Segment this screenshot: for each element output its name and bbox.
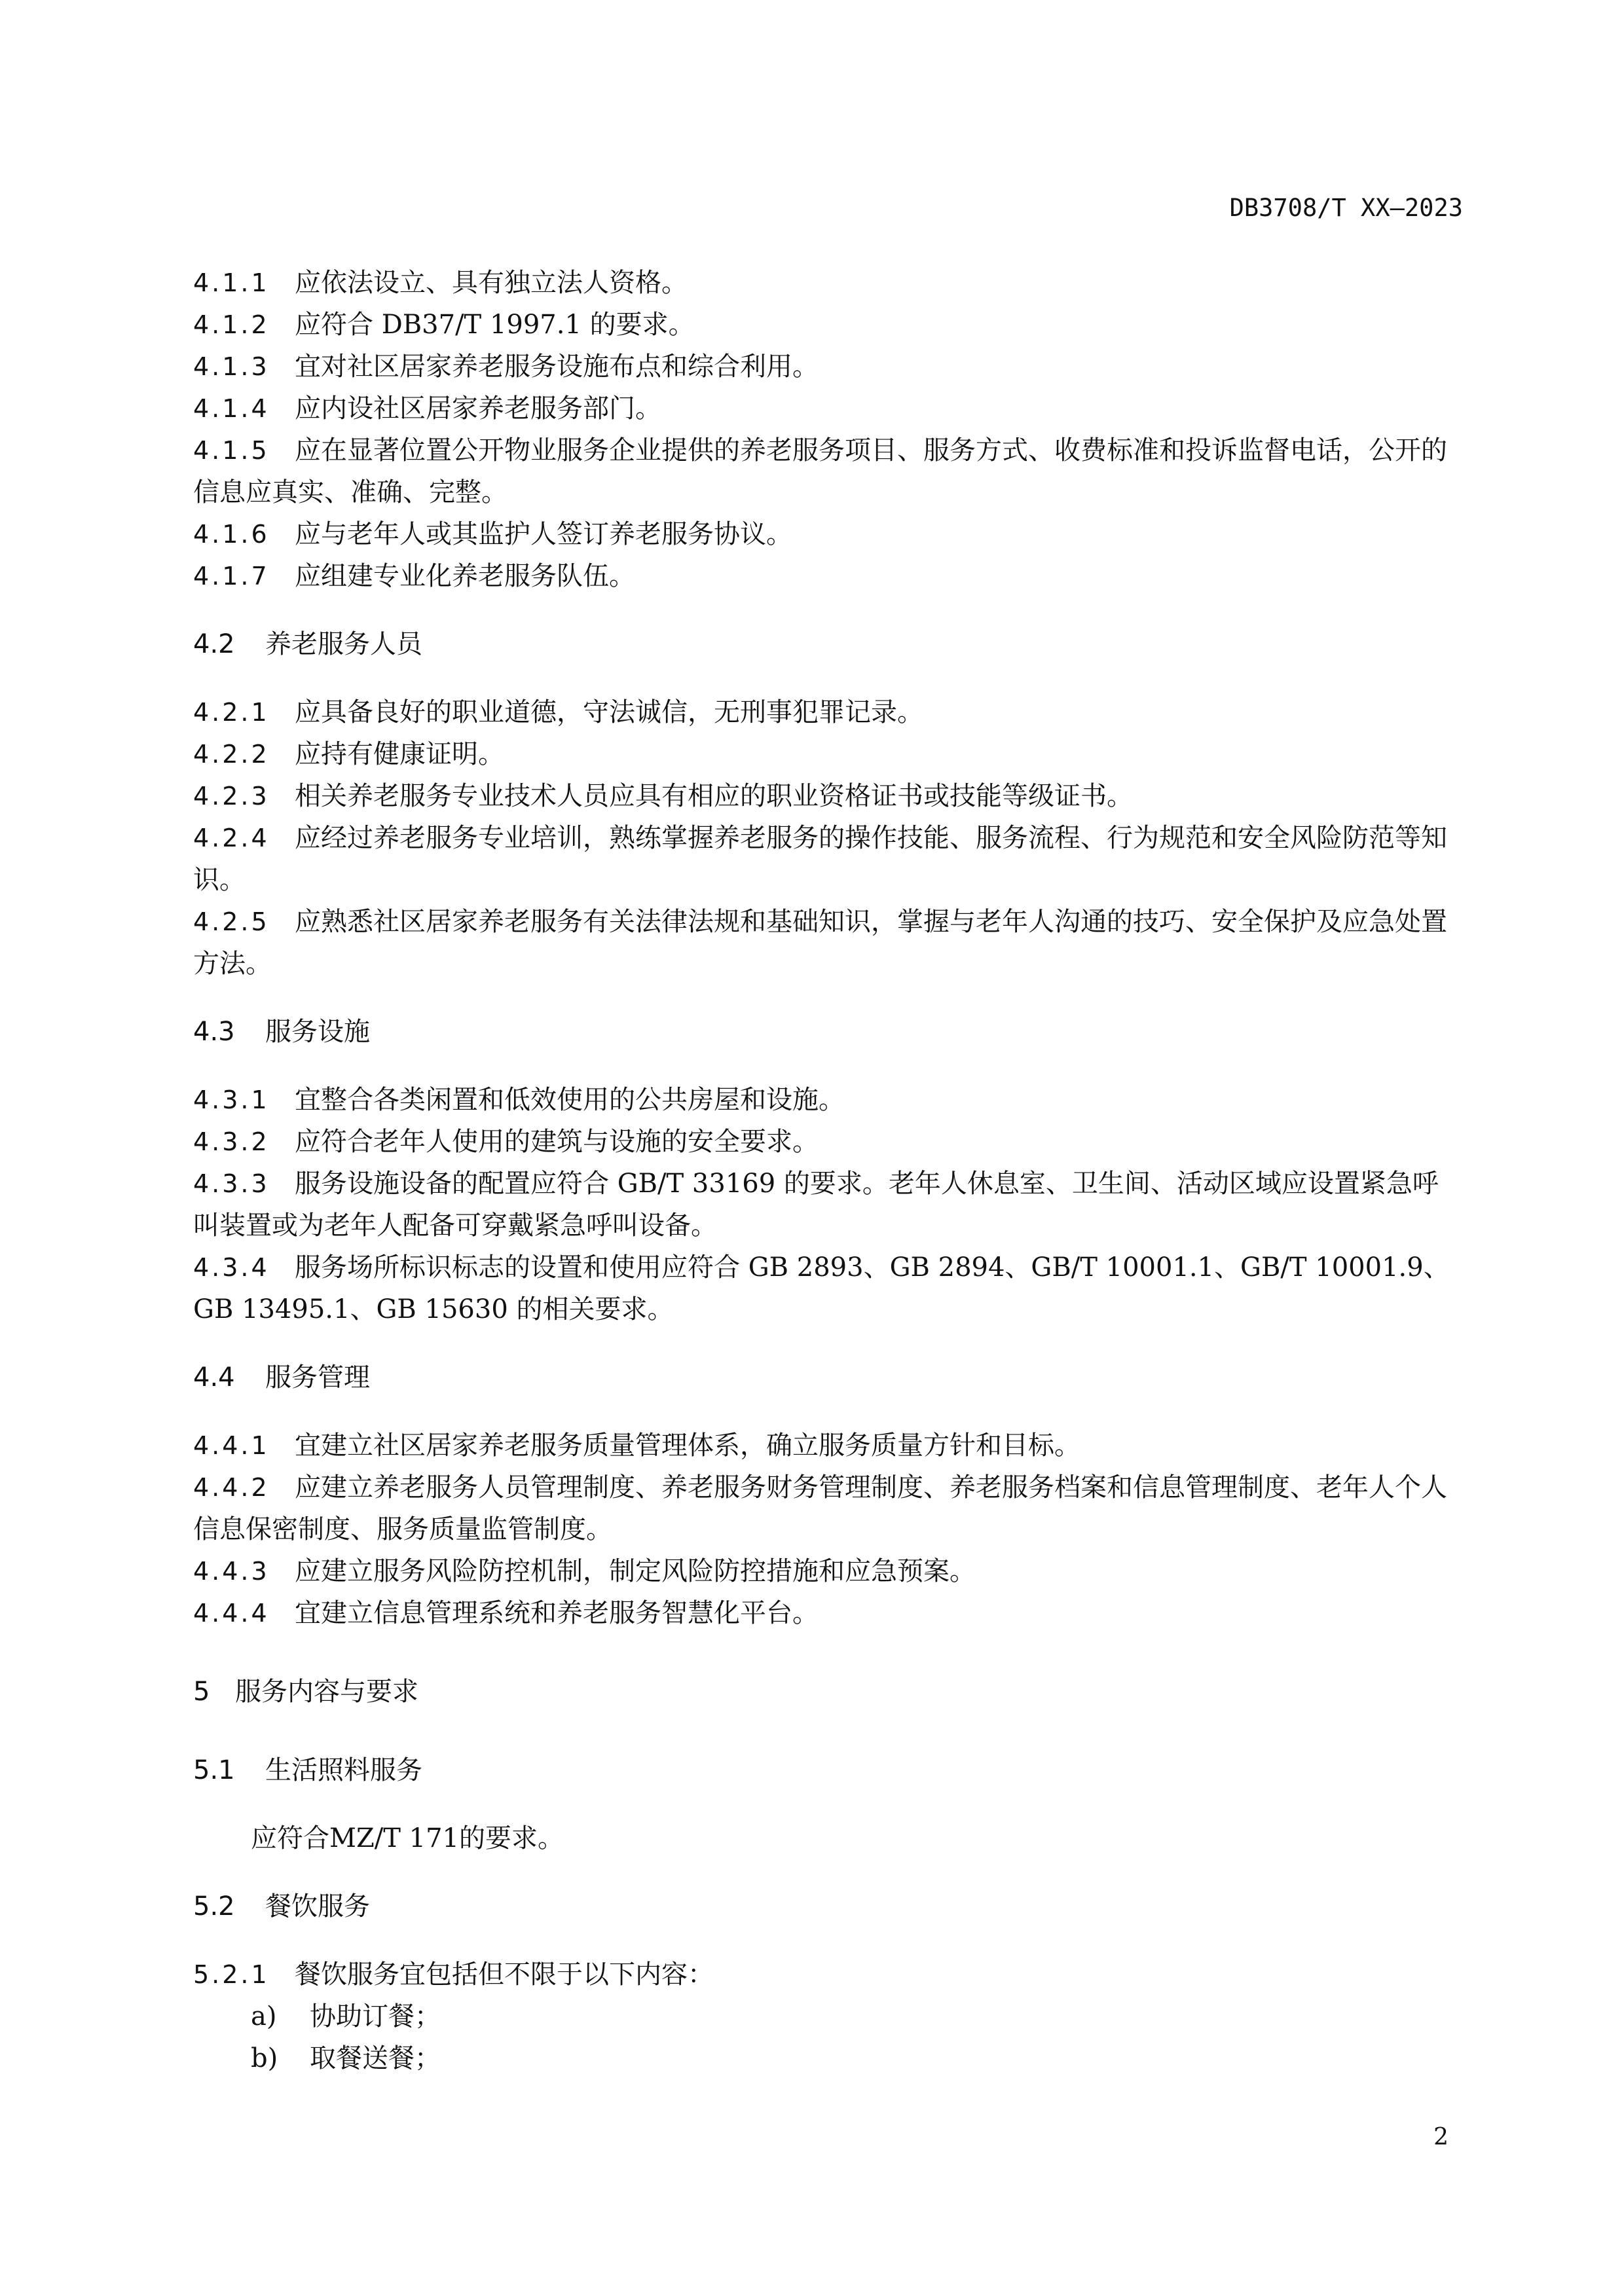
- document-code: DB3708/T XX—2023: [1229, 194, 1463, 222]
- clause-4-4-4: 4.4.4 宜建立信息管理系统和养老服务智慧化平台。: [193, 1598, 819, 1628]
- list-item-a: a) 协助订餐；: [251, 2001, 441, 2032]
- page-number: 2: [1433, 2124, 1449, 2151]
- clause-4-2-3: 4.2.3 相关养老服务专业技术人员应具有相应的职业资格证书或技能等级证书。: [193, 781, 1133, 811]
- clause-4-2-1: 4.2.1 应具备良好的职业道德，守法诚信，无刑事犯罪记录。: [193, 697, 923, 727]
- chapter-heading-5: 5 服务内容与要求: [193, 1677, 418, 1707]
- paragraph-5-1: 应符合MZ/T 171的要求。: [251, 1823, 564, 1853]
- clause-4-1-1: 4.1.1 应依法设立、具有独立法人资格。: [193, 268, 688, 298]
- clause-4-3-2: 4.3.2 应符合老年人使用的建筑与设施的安全要求。: [193, 1127, 819, 1157]
- clause-4-1-3: 4.1.3 宜对社区居家养老服务设施布点和综合利用。: [193, 352, 819, 382]
- clause-4-1-7: 4.1.7 应组建专业化养老服务队伍。: [193, 561, 635, 591]
- section-heading-4-3: 4.3 服务设施: [193, 1017, 370, 1047]
- clause-4-2-5: 4.2.5 应熟悉社区居家养老服务有关法律法规和基础知识，掌握与老年人沟通的技巧、安全保护及应急处置方法。: [193, 907, 1447, 979]
- clause-4-2-4: 4.2.4 应经过养老服务专业培训，熟练掌握养老服务的操作技能、服务流程、行为规范和安全风险防范等知识。: [193, 823, 1447, 895]
- clause-4-1-6: 4.1.6 应与老年人或其监护人签订养老服务协议。: [193, 519, 792, 549]
- clause-4-3-1: 4.3.1 宜整合各类闲置和低效使用的公共房屋和设施。: [193, 1085, 845, 1115]
- list-item-b: b) 取餐送餐；: [251, 2043, 441, 2073]
- section-heading-4-4: 4.4 服务管理: [193, 1362, 370, 1393]
- clause-4-4-1: 4.4.1 宜建立社区居家养老服务质量管理体系，确立服务质量方针和目标。: [193, 1430, 1080, 1461]
- clause-4-1-4: 4.1.4 应内设社区居家养老服务部门。: [193, 393, 661, 424]
- section-heading-5-1: 5.1 生活照料服务: [193, 1755, 422, 1785]
- clause-5-2-1: 5.2.1 餐饮服务宜包括但不限于以下内容：: [193, 1959, 714, 1990]
- clause-4-1-2: 4.1.2 应符合 DB37/T 1997.1 的要求。: [193, 310, 695, 340]
- clause-4-4-3: 4.4.3 应建立服务风险防控机制，制定风险防控措施和应急预案。: [193, 1556, 976, 1586]
- clause-4-3-4: 4.3.4 服务场所标识标志的设置和使用应符合 GB 2893、GB 2894、GB/T 10001.1、GB/T 10001.9、GB 13495.1、GB 15630 的相关要求。: [193, 1252, 1450, 1324]
- document-body: [193, 262, 1464, 2079]
- clause-4-1-5: 4.1.5 应在显著位置公开物业服务企业提供的养老服务项目、服务方式、收费标准和投诉监督电话，公开的信息应真实、准确、完整。: [193, 435, 1447, 507]
- section-heading-4-2: 4.2 养老服务人员: [193, 629, 422, 659]
- clause-4-2-2: 4.2.2 应持有健康证明。: [193, 739, 504, 769]
- clause-4-3-3: 4.3.3 服务设施设备的配置应符合 GB/T 33169 的要求。老年人休息室、卫生间、活动区域应设置紧急呼叫装置或为老年人配备可穿戴紧急呼叫设备。: [193, 1169, 1439, 1241]
- section-heading-5-2: 5.2 餐饮服务: [193, 1891, 370, 1922]
- clause-4-4-2: 4.4.2 应建立养老服务人员管理制度、养老服务财务管理制度、养老服务档案和信息管理制度、老年人个人信息保密制度、服务质量监管制度。: [193, 1472, 1447, 1544]
